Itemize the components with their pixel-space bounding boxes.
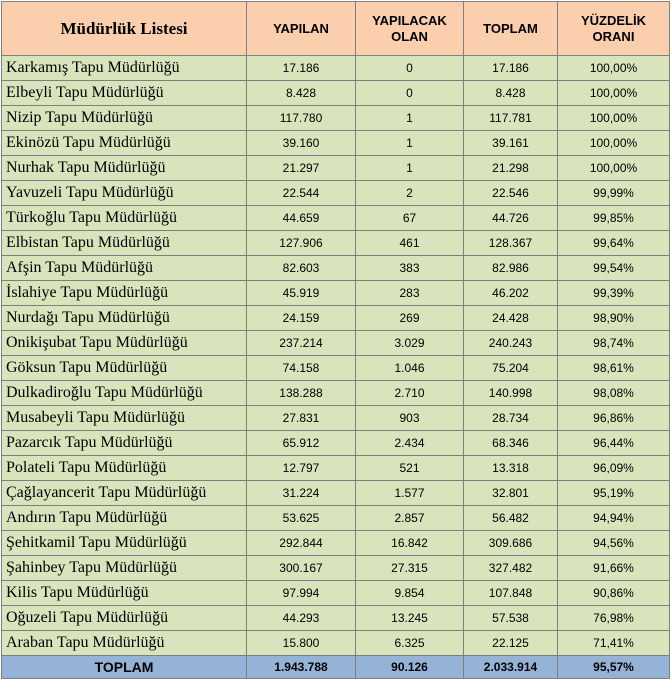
table-row [2,331,670,356]
row-yapilacak: 521 [356,456,464,481]
table-row [2,631,670,656]
row-yapilan: 74.158 [247,356,356,381]
table-row [2,306,670,331]
row-oran: 95,19% [558,481,670,506]
row-name: Ekinözü Tapu Müdürlüğü [2,131,247,156]
row-oran: 100,00% [558,131,670,156]
row-name: Pazarcık Tapu Müdürlüğü [2,431,247,456]
row-name: Şahinbey Tapu Müdürlüğü [2,556,247,581]
row-yapilacak: 2.857 [356,506,464,531]
row-toplam: 56.482 [464,506,558,531]
row-yapilan: 22.544 [247,181,356,206]
total-row [2,656,670,679]
table-footer [2,656,670,679]
row-name: Kilis Tapu Müdürlüğü [2,581,247,606]
total-oran: 95,57% [558,656,670,679]
row-name: Elbeyli Tapu Müdürlüğü [2,81,247,106]
table-row [2,106,670,131]
row-oran: 98,61% [558,356,670,381]
row-yapilan: 12.797 [247,456,356,481]
header-yuzdelik-line1: YÜZDELİK [581,12,646,28]
row-yapilacak: 0 [356,81,464,106]
table-row [2,606,670,631]
row-yapilacak: 269 [356,306,464,331]
row-yapilacak: 903 [356,406,464,431]
row-name: Yavuzeli Tapu Müdürlüğü [2,181,247,206]
row-name: Nurhak Tapu Müdürlüğü [2,156,247,181]
row-oran: 99,39% [558,281,670,306]
header-yapilacak-olan [356,2,464,56]
row-toplam: 82.986 [464,256,558,281]
row-toplam: 44.726 [464,206,558,231]
row-toplam: 32.801 [464,481,558,506]
row-oran: 99,64% [558,231,670,256]
row-toplam: 39.161 [464,131,558,156]
mudurluk-table [1,1,670,679]
row-oran: 98,74% [558,331,670,356]
row-oran: 90,86% [558,581,670,606]
header-yuzdelik-orani [558,2,670,56]
row-yapilan: 53.625 [247,506,356,531]
table-row [2,481,670,506]
table-body [2,56,670,656]
row-name: Musabeyli Tapu Müdürlüğü [2,406,247,431]
row-yapilacak: 1.046 [356,356,464,381]
table-row [2,281,670,306]
row-toplam: 28.734 [464,406,558,431]
row-yapilacak: 9.854 [356,581,464,606]
total-yapilan: 1.943.788 [247,656,356,679]
row-toplam: 13.318 [464,456,558,481]
row-yapilan: 8.428 [247,81,356,106]
row-yapilan: 97.994 [247,581,356,606]
total-toplam: 2.033.914 [464,656,558,679]
row-yapilan: 65.912 [247,431,356,456]
row-yapilacak: 283 [356,281,464,306]
row-yapilacak: 67 [356,206,464,231]
row-oran: 91,66% [558,556,670,581]
row-toplam: 128.367 [464,231,558,256]
row-yapilan: 17.186 [247,56,356,81]
row-yapilan: 292.844 [247,531,356,556]
table-row [2,81,670,106]
row-oran: 96,86% [558,406,670,431]
row-toplam: 8.428 [464,81,558,106]
row-yapilan: 44.659 [247,206,356,231]
row-name: Çağlayancerit Tapu Müdürlüğü [2,481,247,506]
row-yapilacak: 3.029 [356,331,464,356]
table-row [2,56,670,81]
row-yapilan: 82.603 [247,256,356,281]
row-oran: 100,00% [558,56,670,81]
table-row [2,506,670,531]
row-oran: 98,90% [558,306,670,331]
row-oran: 96,09% [558,456,670,481]
row-yapilan: 45.919 [247,281,356,306]
table-row [2,381,670,406]
row-toplam: 140.998 [464,381,558,406]
row-yapilan: 15.800 [247,631,356,656]
table-row [2,206,670,231]
row-yapilacak: 16.842 [356,531,464,556]
table-row [2,181,670,206]
row-oran: 94,94% [558,506,670,531]
row-oran: 96,44% [558,431,670,456]
row-toplam: 21.298 [464,156,558,181]
row-yapilan: 300.167 [247,556,356,581]
row-name: Şehitkamil Tapu Müdürlüğü [2,531,247,556]
row-oran: 99,85% [558,206,670,231]
row-toplam: 57.538 [464,606,558,631]
row-toplam: 68.346 [464,431,558,456]
row-yapilacak: 6.325 [356,631,464,656]
row-yapilan: 44.293 [247,606,356,631]
total-yapilacak: 90.126 [356,656,464,679]
table-row [2,406,670,431]
row-yapilan: 237.214 [247,331,356,356]
row-yapilan: 24.159 [247,306,356,331]
row-name: Araban Tapu Müdürlüğü [2,631,247,656]
header-yapilan: YAPILAN [247,2,356,56]
row-toplam: 17.186 [464,56,558,81]
header-toplam: TOPLAM [464,2,558,56]
row-oran: 99,54% [558,256,670,281]
row-yapilan: 27.831 [247,406,356,431]
row-toplam: 240.243 [464,331,558,356]
row-yapilan: 127.906 [247,231,356,256]
table-header [2,2,670,56]
row-name: Elbistan Tapu Müdürlüğü [2,231,247,256]
row-yapilan: 138.288 [247,381,356,406]
row-name: Nizip Tapu Müdürlüğü [2,106,247,131]
row-name: Afşin Tapu Müdürlüğü [2,256,247,281]
row-name: Onikişubat Tapu Müdürlüğü [2,331,247,356]
row-name: İslahiye Tapu Müdürlüğü [2,281,247,306]
row-toplam: 24.428 [464,306,558,331]
row-oran: 100,00% [558,156,670,181]
row-toplam: 107.848 [464,581,558,606]
row-yapilacak: 0 [356,56,464,81]
row-yapilacak: 1 [356,131,464,156]
total-label: TOPLAM [2,656,247,679]
row-oran: 71,41% [558,631,670,656]
row-toplam: 75.204 [464,356,558,381]
table-row [2,231,670,256]
row-yapilan: 39.160 [247,131,356,156]
row-toplam: 22.546 [464,181,558,206]
row-yapilacak: 2.710 [356,381,464,406]
table-row [2,156,670,181]
row-name: Karkamış Tapu Müdürlüğü [2,56,247,81]
row-oran: 99,99% [558,181,670,206]
row-yapilacak: 383 [356,256,464,281]
row-oran: 100,00% [558,106,670,131]
header-yapilacak-line2: OLAN [391,28,428,44]
row-yapilacak: 1 [356,106,464,131]
row-yapilacak: 13.245 [356,606,464,631]
row-oran: 94,56% [558,531,670,556]
row-name: Dulkadiroğlu Tapu Müdürlüğü [2,381,247,406]
row-yapilacak: 1 [356,156,464,181]
row-name: Türkoğlu Tapu Müdürlüğü [2,206,247,231]
table-row [2,431,670,456]
row-yapilacak: 2.434 [356,431,464,456]
header-yapilacak-line1: YAPILACAK [372,12,447,28]
row-oran: 76,98% [558,606,670,631]
row-yapilacak: 461 [356,231,464,256]
row-oran: 98,08% [558,381,670,406]
table-row [2,356,670,381]
table-row [2,581,670,606]
header-yuzdelik-line2: ORANI [592,28,635,44]
row-toplam: 117.781 [464,106,558,131]
row-name: Andırın Tapu Müdürlüğü [2,506,247,531]
row-yapilacak: 27.315 [356,556,464,581]
row-yapilan: 117.780 [247,106,356,131]
table-row [2,456,670,481]
header-title: Müdürlük Listesi [2,2,247,56]
table-row [2,256,670,281]
table-row [2,531,670,556]
row-oran: 100,00% [558,81,670,106]
row-name: Polateli Tapu Müdürlüğü [2,456,247,481]
row-toplam: 22.125 [464,631,558,656]
header-row [2,2,670,56]
row-name: Nurdağı Tapu Müdürlüğü [2,306,247,331]
table-row [2,556,670,581]
row-yapilacak: 1.577 [356,481,464,506]
row-toplam: 309.686 [464,531,558,556]
row-name: Oğuzeli Tapu Müdürlüğü [2,606,247,631]
row-toplam: 46.202 [464,281,558,306]
row-yapilan: 31.224 [247,481,356,506]
row-name: Göksun Tapu Müdürlüğü [2,356,247,381]
row-yapilacak: 2 [356,181,464,206]
row-toplam: 327.482 [464,556,558,581]
table-row [2,131,670,156]
row-yapilan: 21.297 [247,156,356,181]
